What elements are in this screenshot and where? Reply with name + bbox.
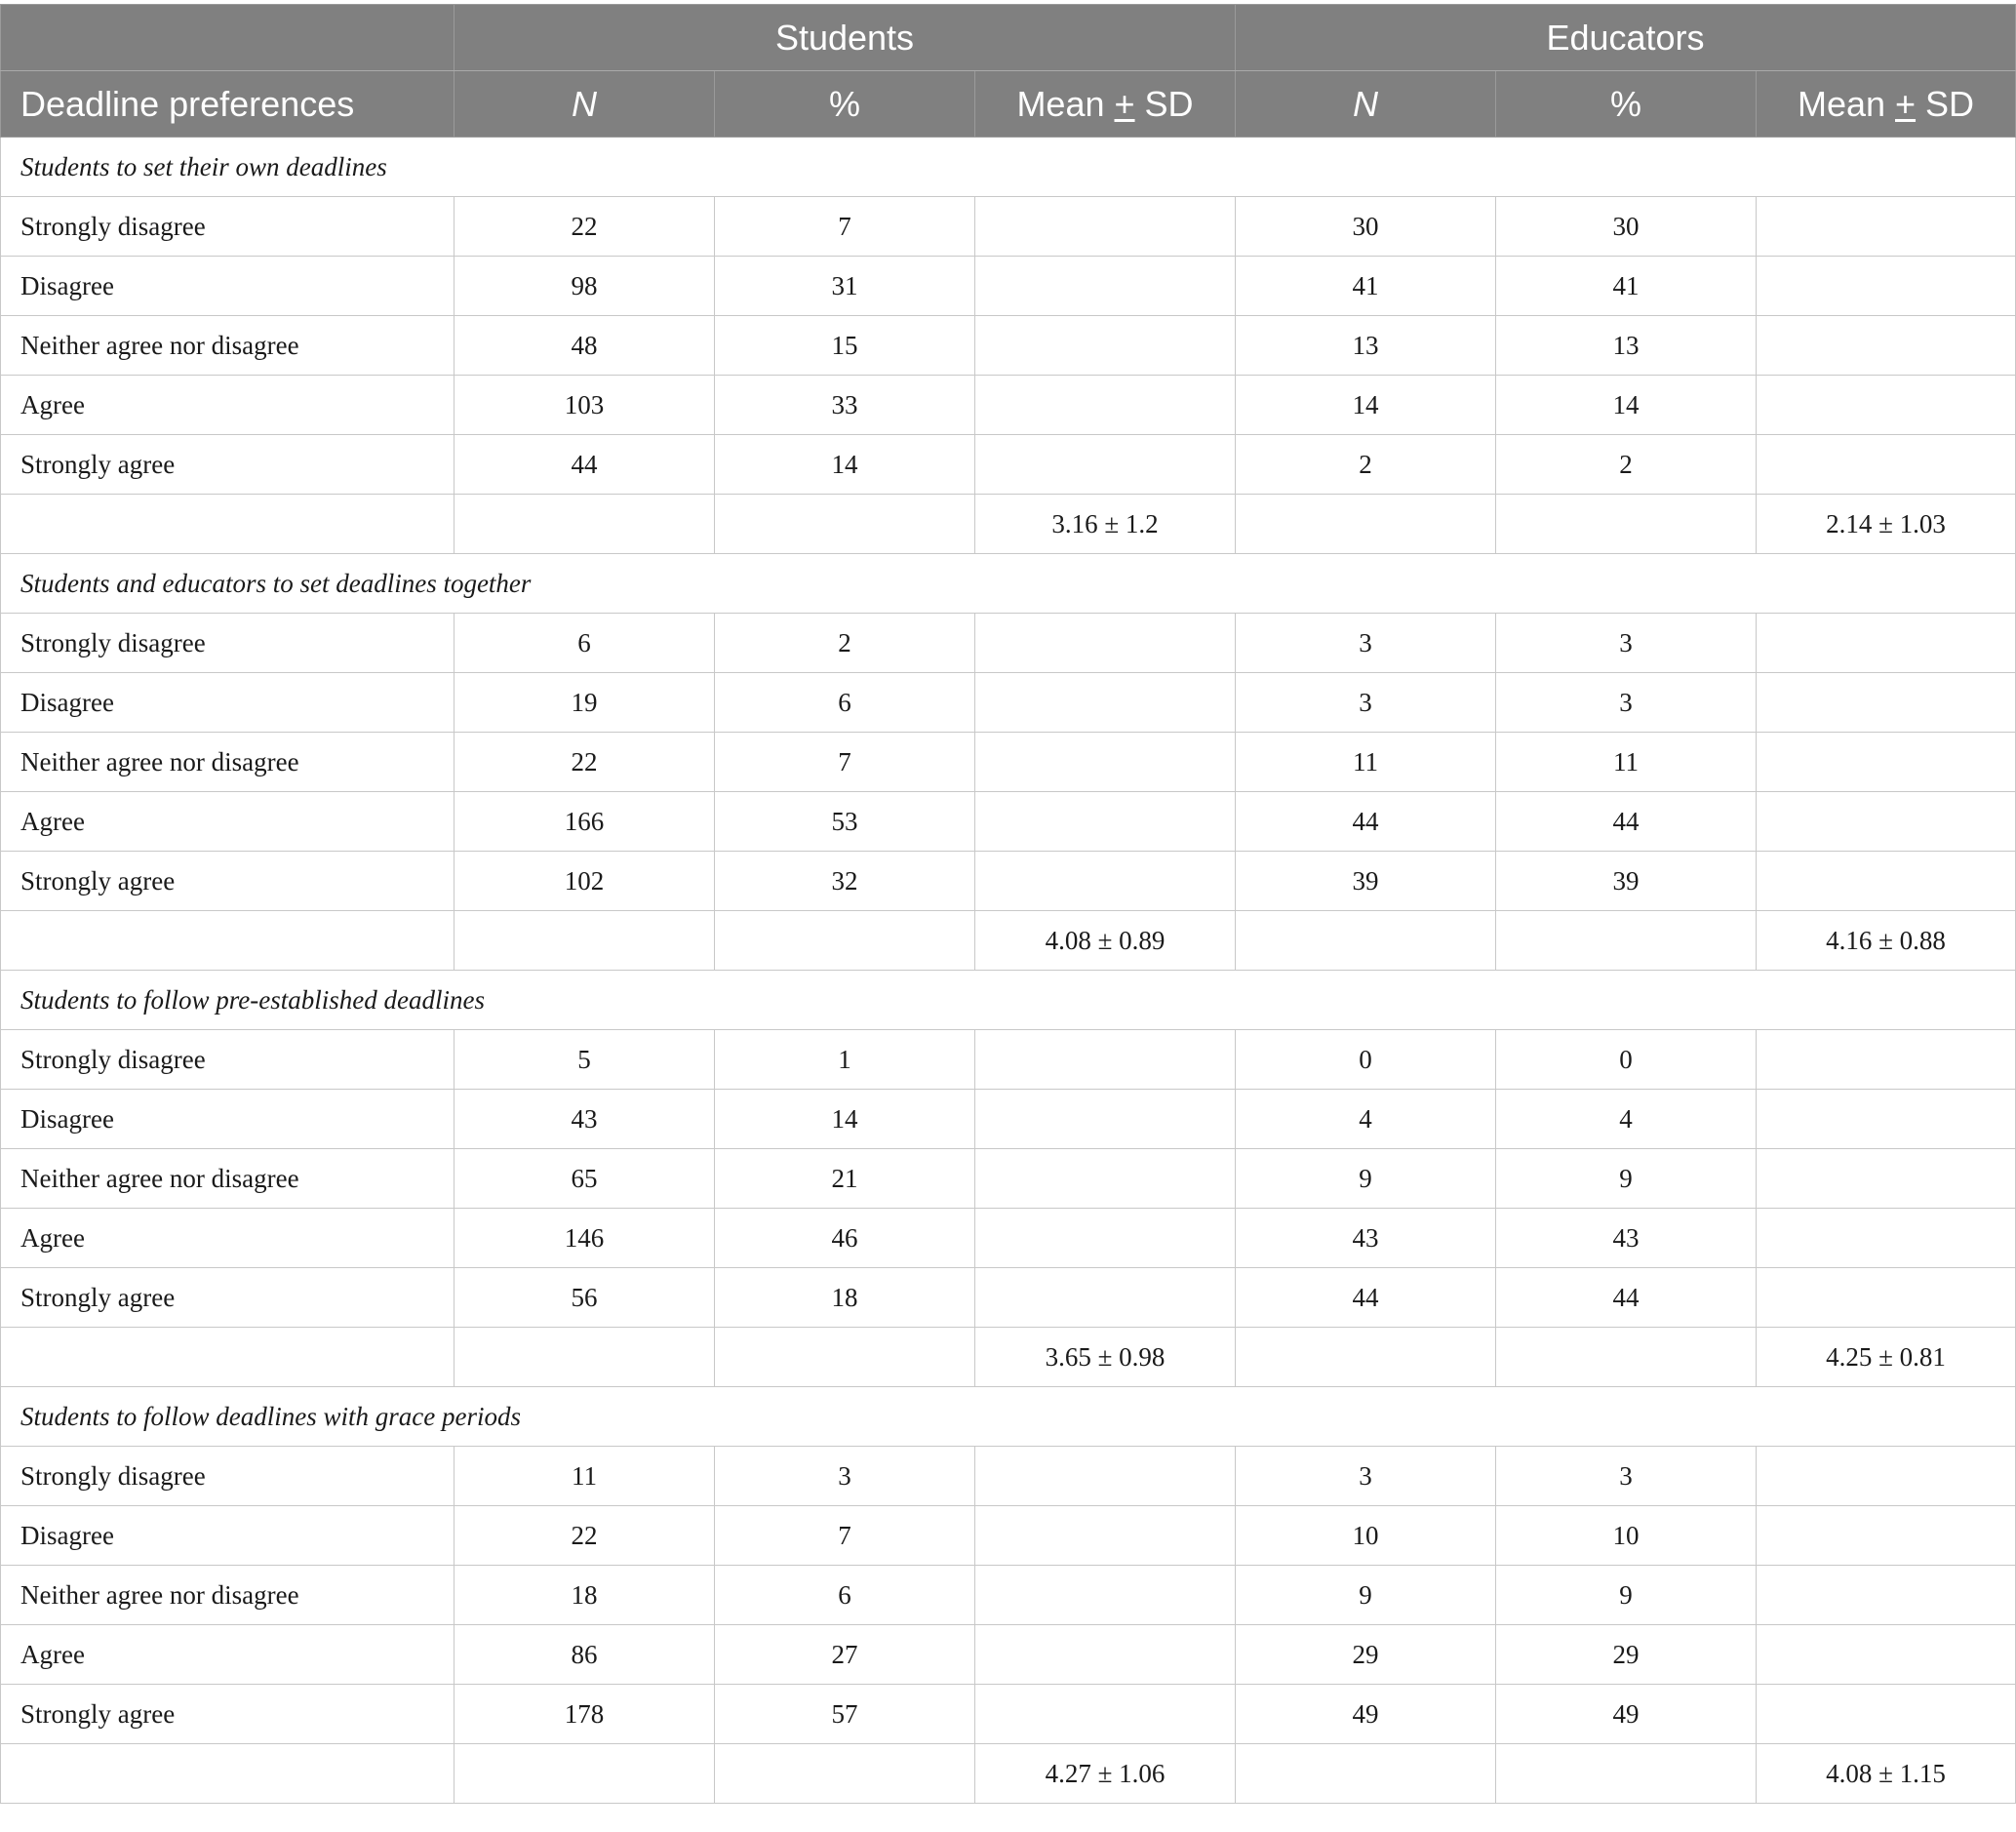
table-container bbox=[0, 4, 2016, 1804]
students-pct-cell: 32 bbox=[715, 852, 975, 911]
educators-n-cell bbox=[1236, 1744, 1496, 1804]
students-pct-cell: 2 bbox=[715, 614, 975, 673]
students-mean-sd-value: 3.65 ± 0.98 bbox=[975, 1328, 1236, 1387]
header-students-n: N bbox=[455, 71, 715, 138]
mean-row-label-cell bbox=[1, 1328, 455, 1387]
response-label: Strongly disagree bbox=[1, 1030, 455, 1090]
section-title: Students to follow pre-established deadlines bbox=[1, 971, 2016, 1030]
table-row bbox=[1, 1090, 2016, 1149]
mean-suffix: SD bbox=[1134, 83, 1194, 124]
students-mean-cell bbox=[975, 1506, 1236, 1566]
educators-n-cell: 11 bbox=[1236, 733, 1496, 792]
students-pct-cell bbox=[715, 911, 975, 971]
table-row bbox=[1, 1685, 2016, 1744]
response-label: Strongly agree bbox=[1, 852, 455, 911]
section-title: Students and educators to set deadlines together bbox=[1, 554, 2016, 614]
students-n-cell: 166 bbox=[455, 792, 715, 852]
section-title: Students to set their own deadlines bbox=[1, 138, 2016, 197]
educators-pct-cell bbox=[1496, 911, 1757, 971]
students-n-cell: 103 bbox=[455, 376, 715, 435]
students-mean-cell bbox=[975, 1566, 1236, 1625]
educators-mean-cell bbox=[1757, 1625, 2016, 1685]
educators-n-cell: 3 bbox=[1236, 1447, 1496, 1506]
educators-pct-cell: 30 bbox=[1496, 197, 1757, 257]
educators-mean-cell bbox=[1757, 197, 2016, 257]
educators-n-cell: 41 bbox=[1236, 257, 1496, 316]
mean-row-label-cell bbox=[1, 495, 455, 554]
response-label: Agree bbox=[1, 376, 455, 435]
educators-pct-cell: 13 bbox=[1496, 316, 1757, 376]
header-group-educators: Educators bbox=[1236, 5, 2016, 71]
educators-n-cell: 3 bbox=[1236, 614, 1496, 673]
students-pct-cell: 18 bbox=[715, 1268, 975, 1328]
students-pct-cell: 53 bbox=[715, 792, 975, 852]
mean-pm-symbol: + bbox=[1895, 83, 1917, 124]
students-n-cell bbox=[455, 495, 715, 554]
students-mean-cell bbox=[975, 1268, 1236, 1328]
educators-n-cell: 49 bbox=[1236, 1685, 1496, 1744]
students-pct-cell: 33 bbox=[715, 376, 975, 435]
header-group-row bbox=[1, 5, 2016, 71]
educators-pct-cell: 3 bbox=[1496, 673, 1757, 733]
table-body bbox=[1, 138, 2016, 1804]
students-pct-cell: 46 bbox=[715, 1209, 975, 1268]
educators-n-cell: 29 bbox=[1236, 1625, 1496, 1685]
table-row bbox=[1, 1209, 2016, 1268]
educators-pct-cell bbox=[1496, 1744, 1757, 1804]
mean-row bbox=[1, 495, 2016, 554]
students-n-cell: 98 bbox=[455, 257, 715, 316]
students-mean-sd-value: 4.27 ± 1.06 bbox=[975, 1744, 1236, 1804]
educators-pct-cell: 14 bbox=[1496, 376, 1757, 435]
students-n-cell: 6 bbox=[455, 614, 715, 673]
educators-pct-cell bbox=[1496, 495, 1757, 554]
header-educators-n: N bbox=[1236, 71, 1496, 138]
educators-mean-sd-value: 2.14 ± 1.03 bbox=[1757, 495, 2016, 554]
educators-n-cell: 43 bbox=[1236, 1209, 1496, 1268]
educators-pct-cell: 39 bbox=[1496, 852, 1757, 911]
table-row bbox=[1, 673, 2016, 733]
section-title: Students to follow deadlines with grace periods bbox=[1, 1387, 2016, 1447]
educators-n-cell: 9 bbox=[1236, 1149, 1496, 1209]
educators-mean-cell bbox=[1757, 614, 2016, 673]
table-row bbox=[1, 1268, 2016, 1328]
educators-pct-cell: 3 bbox=[1496, 1447, 1757, 1506]
students-mean-cell bbox=[975, 1149, 1236, 1209]
students-mean-cell bbox=[975, 1625, 1236, 1685]
table-row bbox=[1, 1566, 2016, 1625]
students-pct-cell: 21 bbox=[715, 1149, 975, 1209]
students-n-cell bbox=[455, 1744, 715, 1804]
educators-pct-cell: 44 bbox=[1496, 1268, 1757, 1328]
students-n-cell: 18 bbox=[455, 1566, 715, 1625]
students-n-cell: 22 bbox=[455, 197, 715, 257]
students-mean-cell bbox=[975, 614, 1236, 673]
students-mean-cell bbox=[975, 435, 1236, 495]
educators-pct-cell: 2 bbox=[1496, 435, 1757, 495]
educators-mean-cell bbox=[1757, 1566, 2016, 1625]
educators-n-cell: 3 bbox=[1236, 673, 1496, 733]
response-label: Neither agree nor disagree bbox=[1, 1566, 455, 1625]
students-n-cell: 11 bbox=[455, 1447, 715, 1506]
students-n-cell: 44 bbox=[455, 435, 715, 495]
students-mean-cell bbox=[975, 1209, 1236, 1268]
educators-pct-cell: 49 bbox=[1496, 1685, 1757, 1744]
educators-mean-sd-value: 4.08 ± 1.15 bbox=[1757, 1744, 2016, 1804]
educators-n-cell bbox=[1236, 911, 1496, 971]
educators-n-cell: 14 bbox=[1236, 376, 1496, 435]
educators-mean-cell bbox=[1757, 792, 2016, 852]
mean-prefix: Mean bbox=[1016, 83, 1115, 124]
educators-n-cell: 13 bbox=[1236, 316, 1496, 376]
table-row bbox=[1, 257, 2016, 316]
educators-pct-cell: 3 bbox=[1496, 614, 1757, 673]
students-n-cell: 65 bbox=[455, 1149, 715, 1209]
table-row bbox=[1, 852, 2016, 911]
response-label: Strongly agree bbox=[1, 1685, 455, 1744]
students-pct-cell bbox=[715, 495, 975, 554]
educators-pct-cell: 41 bbox=[1496, 257, 1757, 316]
students-mean-cell bbox=[975, 197, 1236, 257]
table-row bbox=[1, 316, 2016, 376]
students-pct-cell: 7 bbox=[715, 733, 975, 792]
educators-mean-cell bbox=[1757, 1030, 2016, 1090]
educators-pct-cell: 10 bbox=[1496, 1506, 1757, 1566]
educators-n-cell: 9 bbox=[1236, 1566, 1496, 1625]
students-pct-cell: 57 bbox=[715, 1685, 975, 1744]
educators-n-cell: 44 bbox=[1236, 1268, 1496, 1328]
educators-n-cell: 39 bbox=[1236, 852, 1496, 911]
educators-mean-cell bbox=[1757, 1209, 2016, 1268]
educators-mean-cell bbox=[1757, 257, 2016, 316]
educators-n-cell: 30 bbox=[1236, 197, 1496, 257]
students-pct-cell: 3 bbox=[715, 1447, 975, 1506]
response-label: Disagree bbox=[1, 1090, 455, 1149]
students-mean-cell bbox=[975, 792, 1236, 852]
students-pct-cell: 14 bbox=[715, 1090, 975, 1149]
header-students-mean-sd bbox=[975, 71, 1236, 138]
students-n-cell: 102 bbox=[455, 852, 715, 911]
mean-row bbox=[1, 1328, 2016, 1387]
students-mean-sd-value: 4.08 ± 0.89 bbox=[975, 911, 1236, 971]
students-pct-cell bbox=[715, 1744, 975, 1804]
students-n-cell: 43 bbox=[455, 1090, 715, 1149]
students-n-cell bbox=[455, 1328, 715, 1387]
educators-pct-cell: 9 bbox=[1496, 1149, 1757, 1209]
students-pct-cell: 31 bbox=[715, 257, 975, 316]
students-n-cell: 86 bbox=[455, 1625, 715, 1685]
mean-prefix: Mean bbox=[1797, 83, 1896, 124]
response-label: Neither agree nor disagree bbox=[1, 733, 455, 792]
header-empty-cell bbox=[1, 5, 455, 71]
mean-suffix: SD bbox=[1916, 83, 1975, 124]
educators-mean-cell bbox=[1757, 1149, 2016, 1209]
table-row bbox=[1, 376, 2016, 435]
mean-row-label-cell bbox=[1, 1744, 455, 1804]
students-pct-cell: 7 bbox=[715, 1506, 975, 1566]
response-label: Strongly agree bbox=[1, 435, 455, 495]
students-mean-cell bbox=[975, 673, 1236, 733]
response-label: Disagree bbox=[1, 257, 455, 316]
table-row bbox=[1, 435, 2016, 495]
educators-mean-cell bbox=[1757, 1090, 2016, 1149]
educators-pct-cell: 43 bbox=[1496, 1209, 1757, 1268]
educators-n-cell bbox=[1236, 1328, 1496, 1387]
educators-pct-cell: 9 bbox=[1496, 1566, 1757, 1625]
section-row bbox=[1, 971, 2016, 1030]
educators-pct-cell: 0 bbox=[1496, 1030, 1757, 1090]
header-educators-pct: % bbox=[1496, 71, 1757, 138]
response-label: Neither agree nor disagree bbox=[1, 1149, 455, 1209]
educators-mean-cell bbox=[1757, 673, 2016, 733]
students-mean-cell bbox=[975, 1030, 1236, 1090]
students-n-cell: 178 bbox=[455, 1685, 715, 1744]
students-mean-cell bbox=[975, 316, 1236, 376]
table-row bbox=[1, 1506, 2016, 1566]
educators-mean-cell bbox=[1757, 1685, 2016, 1744]
educators-mean-cell bbox=[1757, 435, 2016, 495]
educators-pct-cell: 29 bbox=[1496, 1625, 1757, 1685]
educators-pct-cell bbox=[1496, 1328, 1757, 1387]
educators-mean-sd-value: 4.25 ± 0.81 bbox=[1757, 1328, 2016, 1387]
students-n-cell: 5 bbox=[455, 1030, 715, 1090]
educators-n-cell: 10 bbox=[1236, 1506, 1496, 1566]
educators-n-cell: 44 bbox=[1236, 792, 1496, 852]
educators-mean-cell bbox=[1757, 733, 2016, 792]
students-mean-sd-value: 3.16 ± 1.2 bbox=[975, 495, 1236, 554]
students-mean-cell bbox=[975, 1090, 1236, 1149]
students-pct-cell: 14 bbox=[715, 435, 975, 495]
educators-n-cell: 4 bbox=[1236, 1090, 1496, 1149]
students-pct-cell: 15 bbox=[715, 316, 975, 376]
response-label: Strongly agree bbox=[1, 1268, 455, 1328]
educators-mean-cell bbox=[1757, 316, 2016, 376]
students-pct-cell: 6 bbox=[715, 1566, 975, 1625]
students-n-cell: 48 bbox=[455, 316, 715, 376]
students-n-cell: 22 bbox=[455, 733, 715, 792]
students-mean-cell bbox=[975, 257, 1236, 316]
educators-pct-cell: 44 bbox=[1496, 792, 1757, 852]
educators-mean-cell bbox=[1757, 1506, 2016, 1566]
table-row bbox=[1, 1447, 2016, 1506]
response-label: Disagree bbox=[1, 1506, 455, 1566]
section-row bbox=[1, 1387, 2016, 1447]
table-row bbox=[1, 197, 2016, 257]
students-n-cell: 56 bbox=[455, 1268, 715, 1328]
students-pct-cell bbox=[715, 1328, 975, 1387]
students-n-cell: 22 bbox=[455, 1506, 715, 1566]
header-students-pct: % bbox=[715, 71, 975, 138]
table-row bbox=[1, 614, 2016, 673]
students-mean-cell bbox=[975, 852, 1236, 911]
educators-n-cell: 0 bbox=[1236, 1030, 1496, 1090]
table-row bbox=[1, 1625, 2016, 1685]
educators-pct-cell: 4 bbox=[1496, 1090, 1757, 1149]
table-row bbox=[1, 733, 2016, 792]
students-mean-cell bbox=[975, 1447, 1236, 1506]
response-label: Neither agree nor disagree bbox=[1, 316, 455, 376]
students-n-cell: 19 bbox=[455, 673, 715, 733]
header-group-students: Students bbox=[455, 5, 1236, 71]
educators-mean-sd-value: 4.16 ± 0.88 bbox=[1757, 911, 2016, 971]
students-n-cell bbox=[455, 911, 715, 971]
students-mean-cell bbox=[975, 376, 1236, 435]
mean-row bbox=[1, 1744, 2016, 1804]
students-pct-cell: 6 bbox=[715, 673, 975, 733]
response-label: Agree bbox=[1, 1625, 455, 1685]
header-deadline-preferences: Deadline preferences bbox=[1, 71, 455, 138]
educators-n-cell: 2 bbox=[1236, 435, 1496, 495]
mean-pm-symbol: + bbox=[1114, 83, 1135, 124]
table-row bbox=[1, 1030, 2016, 1090]
section-row bbox=[1, 138, 2016, 197]
students-pct-cell: 27 bbox=[715, 1625, 975, 1685]
response-label: Agree bbox=[1, 1209, 455, 1268]
response-label: Strongly disagree bbox=[1, 197, 455, 257]
educators-mean-cell bbox=[1757, 1268, 2016, 1328]
header-educators-mean-sd bbox=[1757, 71, 2016, 138]
students-pct-cell: 1 bbox=[715, 1030, 975, 1090]
students-mean-cell bbox=[975, 1685, 1236, 1744]
deadline-preferences-table bbox=[0, 4, 2016, 1804]
table-row bbox=[1, 1149, 2016, 1209]
section-row bbox=[1, 554, 2016, 614]
educators-mean-cell bbox=[1757, 376, 2016, 435]
students-n-cell: 146 bbox=[455, 1209, 715, 1268]
students-pct-cell: 7 bbox=[715, 197, 975, 257]
students-mean-cell bbox=[975, 733, 1236, 792]
response-label: Disagree bbox=[1, 673, 455, 733]
educators-pct-cell: 11 bbox=[1496, 733, 1757, 792]
mean-row-label-cell bbox=[1, 911, 455, 971]
response-label: Strongly disagree bbox=[1, 1447, 455, 1506]
table-header bbox=[1, 5, 2016, 138]
table-row bbox=[1, 792, 2016, 852]
educators-n-cell bbox=[1236, 495, 1496, 554]
header-columns-row bbox=[1, 71, 2016, 138]
educators-mean-cell bbox=[1757, 852, 2016, 911]
response-label: Strongly disagree bbox=[1, 614, 455, 673]
response-label: Agree bbox=[1, 792, 455, 852]
educators-mean-cell bbox=[1757, 1447, 2016, 1506]
mean-row bbox=[1, 911, 2016, 971]
